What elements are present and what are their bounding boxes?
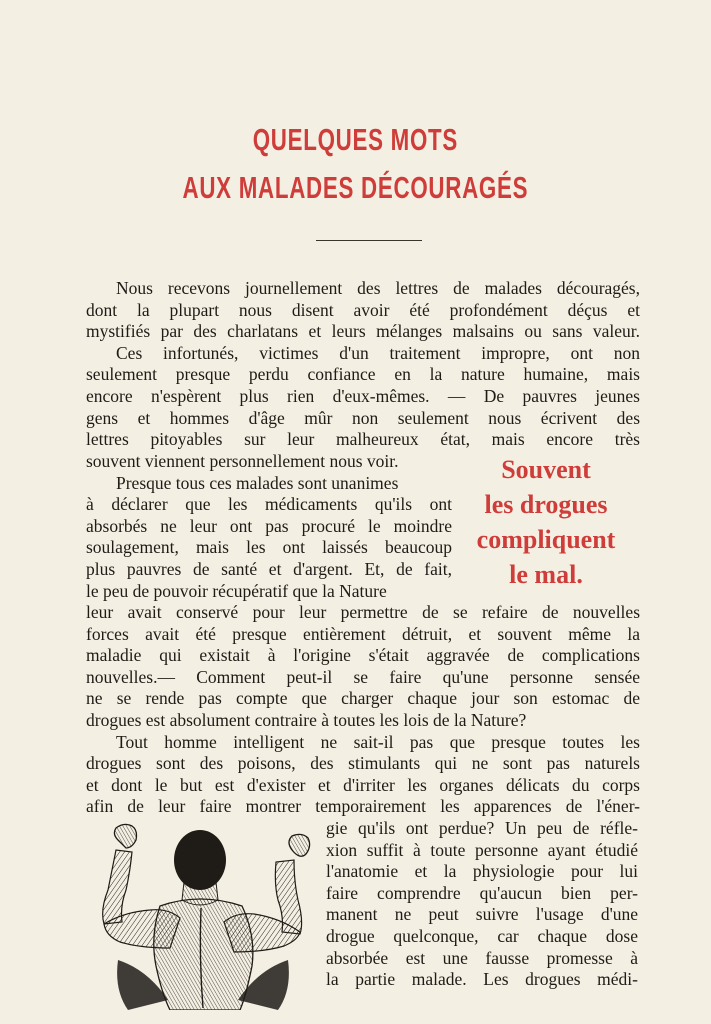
title-divider (316, 240, 422, 241)
text-line: faire comprendre qu'aucun bien per- (326, 882, 638, 903)
text-line: Ces infortunés, victimes d'un traitement impropre, ont non (116, 342, 640, 363)
text-line: manent ne peut suivre l'usage d'une (326, 904, 638, 925)
text-line: gens et hommes d'âge mûr non seulement nous écrivent des (86, 407, 640, 428)
text-line: Nous recevons journellement des lettres de malades découragés, (116, 278, 640, 298)
text-line: absorbés ne leur ont pas procuré le moindre (86, 515, 452, 536)
text-line: dont la plupart nous disent avoir été profondément déçus et (86, 299, 640, 320)
text-line: drogue quelconque, car chaque dose (326, 925, 638, 946)
text-line: absorbée est une fausse promesse à (326, 947, 638, 968)
text-line: leur avait conservé pour leur permettre de se refaire de nouvelles (86, 602, 640, 622)
title-line-2: AUX MALADES DÉCOURAGÉS (182, 170, 529, 205)
sidenote-line: les drogues (484, 490, 608, 519)
text-line: l'anatomie et la physiologie pour lui (326, 861, 638, 882)
text-line: soulagement, mais les ont laissés beaucoup (86, 537, 452, 558)
text-line: lettres pitoyables sur leur malheureux état, mais encore très (86, 429, 640, 450)
text-line: plus pauvres de santé et d'argent. Et, de fait, (86, 558, 452, 579)
text-line: et dont le but est d'exister et d'irriter les organes délicats du corps (86, 774, 640, 795)
text-line: encore n'espèrent plus rien d'eux-mêmes. — De pauvres jeunes (86, 385, 640, 406)
title-line-1: QUELQUES MOTS (252, 122, 459, 157)
text-line: drogues est absolument contraire à toutes les lois de la Nature? (86, 709, 527, 730)
sidenote-line: Souvent (501, 455, 591, 484)
text-line: le peu de pouvoir récupératif que la Nature (86, 580, 387, 601)
text-line: seulement presque perdu confiance en la nature humaine, mais (86, 364, 640, 385)
text-line: afin de leur faire montrer temporairement les apparences de l'éner- (86, 796, 640, 817)
text-line: drogues sont des poisons, des stimulants qui ne sont pas naturels (86, 753, 640, 774)
text-line: la partie malade. Les drogues médi- (326, 969, 638, 990)
text-line: mystifiés par des charlatans et leurs mélanges malsains ou sans valeur. (86, 321, 640, 342)
paragraph-block-2 (86, 451, 452, 602)
paragraph-block-3 (86, 602, 640, 818)
text-line: souvent viennent personnellement nous voir. (86, 451, 399, 471)
text-line: nouvelles.— Comment peut-il se faire qu'une personne sensée (86, 666, 640, 687)
text-line: xion suffit à toute personne ayant étudié (326, 839, 638, 860)
text-line: à déclarer que les médicaments qu'ils ont (86, 494, 452, 515)
text-line: maladie qui existait à l'origine s'était aggravée de complications (86, 645, 640, 666)
paragraph-block-4 (326, 818, 638, 991)
text-line: Tout homme intelligent ne sait-il pas que presque toutes les (116, 731, 640, 752)
paragraph-block-1 (86, 278, 640, 451)
sidenote-line: compliquent (476, 525, 616, 554)
text-line: gie qu'ils ont perdue? Un peu de réfle- (326, 818, 638, 838)
sidenote (456, 452, 636, 592)
flexing-man-back-engraving-icon (88, 820, 318, 1010)
text-line: forces avait été presque entièrement détruit, et souvent même la (86, 623, 640, 644)
text-line: Presque tous ces malades sont unanimes (116, 472, 399, 493)
sidenote-line: le mal. (509, 560, 583, 589)
text-line: ne se rende pas compte que charger chaque jour son estomac de (86, 688, 640, 709)
